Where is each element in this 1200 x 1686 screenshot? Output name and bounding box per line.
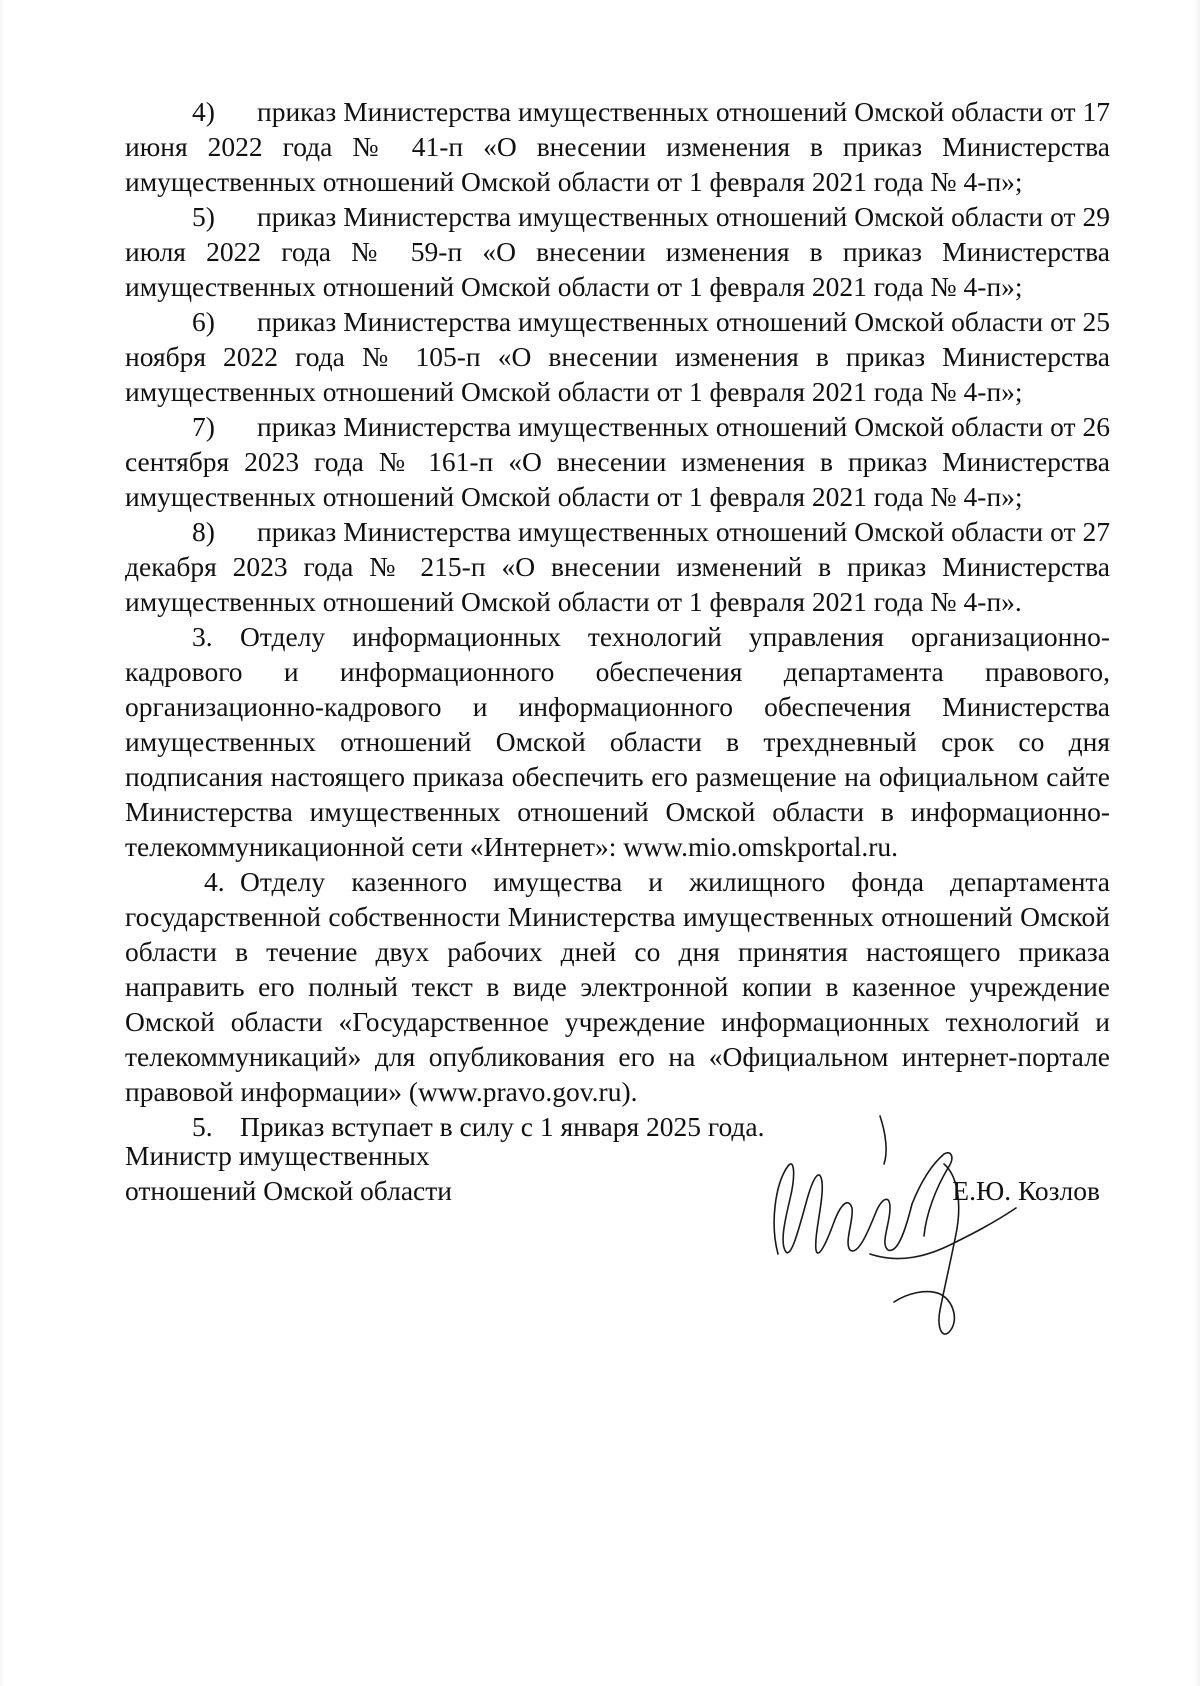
list-item-text: приказ Министерства имущественных отношений Омской области от 27 декабря 2023 года № 215-п «О внесении изменений в приказ Министерства имущественных отношений Омской области от 1 февраля 2021 года № 4-п». (125, 516, 1110, 617)
list-item (125, 304, 1110, 409)
clause-paragraph (125, 864, 1110, 1109)
signature-block (125, 1138, 1110, 1338)
clause-paragraph (125, 619, 1110, 864)
clause-text: Отделу информационных технологий управления организационно-кадрового и информационного обеспечения департамента правового, организационно-кадрового и информационного обеспечения Министерства имущественных отношений Омской области в трехдневный срок со дня подписания настоящего приказа обеспечить его размещение на официальном сайте Министерства имущественных отношений Омской области в информационно-телекоммуникационной сети «Интернет»: www.mio.omskportal.ru. (125, 621, 1110, 862)
list-item (125, 94, 1110, 199)
list-item (125, 514, 1110, 619)
document-body (125, 94, 1110, 1144)
list-item-text: приказ Министерства имущественных отношений Омской области от 29 июля 2022 года № 59-п «О внесении изменения в приказ Министерства имущественных отношений Омской области от 1 февраля 2021 года № 4-п»; (125, 201, 1110, 302)
scan-edge-left (0, 0, 4, 1686)
list-item-text: приказ Министерства имущественных отношений Омской области от 26 сентября 2023 года № 161-п «О внесении изменения в приказ Министерства имущественных отношений Омской области от 1 февраля 2021 года № 4-п»; (125, 411, 1110, 512)
list-item-number: 4) (192, 96, 215, 127)
list-item-number: 6) (192, 306, 215, 337)
signatory-position (125, 1138, 452, 1208)
clause-number: 5. (192, 1111, 213, 1142)
clause-number: 3. (192, 621, 213, 652)
list-item-number: 5) (192, 201, 215, 232)
list-item-number: 8) (192, 516, 215, 547)
list-item (125, 199, 1110, 304)
list-item (125, 409, 1110, 514)
list-item-number: 7) (192, 411, 215, 442)
signatory-position-line2: отношений Омской области (125, 1175, 452, 1206)
clause-text: Приказ вступает в силу с 1 января 2025 года. (240, 1111, 765, 1142)
clause-number: 4. (204, 866, 225, 897)
signatory-position-line1: Министр имущественных (125, 1140, 430, 1171)
list-item-text: приказ Министерства имущественных отношений Омской области от 17 июня 2022 года № 41-п «О внесении изменения в приказ Министерства имущественных отношений Омской области от 1 февраля 2021 года № 4-п»; (125, 96, 1110, 197)
handwritten-signature (730, 1104, 1030, 1354)
scan-edge-right (1194, 0, 1200, 1686)
list-item-text: приказ Министерства имущественных отношений Омской области от 25 ноября 2022 года № 105-п «О внесении изменения в приказ Министерства имущественных отношений Омской области от 1 февраля 2021 года № 4-п»; (125, 306, 1110, 407)
clause-text: Отделу казенного имущества и жилищного фонда департамента государственной собственности Министерства имущественных отношений Омской области в течение двух рабочих дней со дня принятия настоящего приказа направить его полный текст в виде электронной копии в казенное учреждение Омской области «Государственное учреждение информационных технологий и телекоммуникаций» для опубликования его на «Официальном интернет-портале правовой информации» (www.pravo.gov.ru). (125, 866, 1110, 1107)
signatory-name: Е.Ю. Козлов (952, 1175, 1100, 1206)
